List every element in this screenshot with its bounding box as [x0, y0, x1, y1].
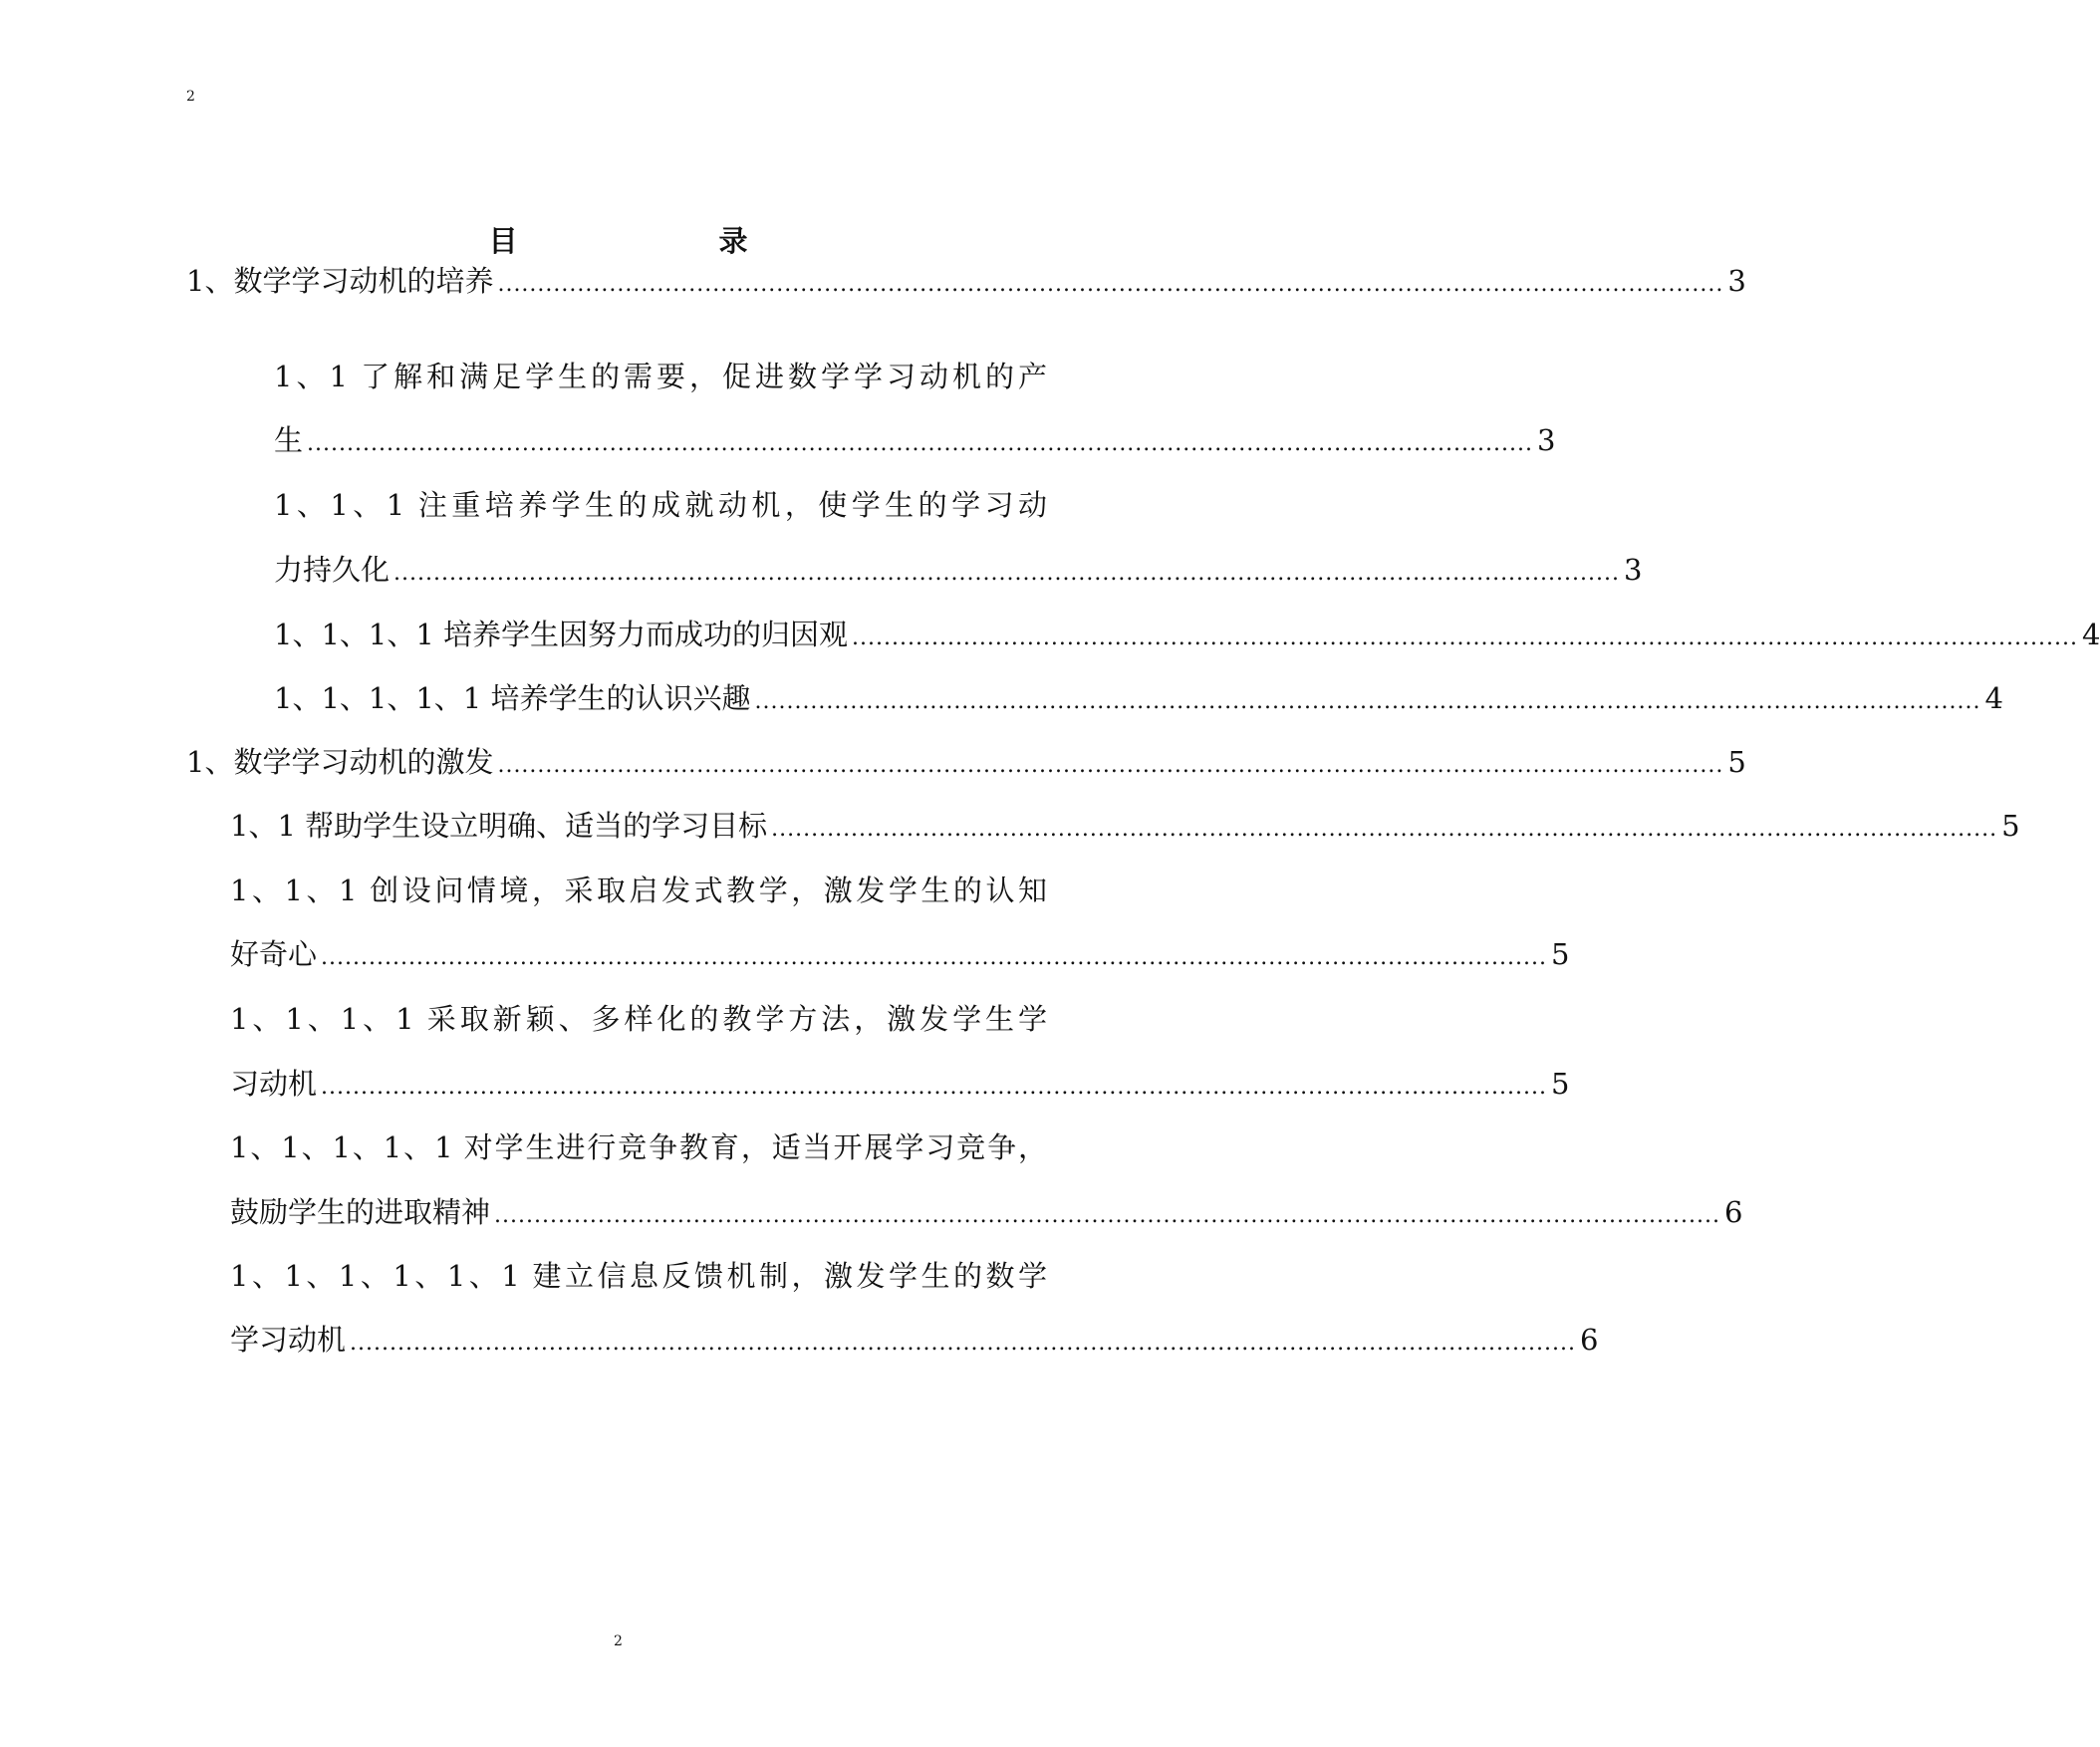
toc-entry[interactable]	[186, 742, 1746, 782]
toc-leader: ..........................................................................................................................................................	[494, 1203, 1720, 1228]
header-page-number: 2	[186, 89, 195, 105]
toc-entry-text: 学习动机	[230, 1323, 347, 1357]
toc-entry-text: 1、1 帮助学生设立明确、适当的学习目标	[230, 809, 768, 843]
toc-entry[interactable]	[274, 678, 2003, 718]
toc-title: 目 录	[488, 224, 796, 258]
toc-entry[interactable]	[186, 261, 1746, 301]
toc-entry[interactable]	[274, 485, 1047, 525]
toc-entry[interactable]	[230, 1192, 1743, 1232]
toc-entry-page: 5	[2001, 809, 2020, 843]
toc-entry-page: 3	[1536, 423, 1556, 457]
toc-entry-text: 鼓励学生的进取精神	[230, 1195, 491, 1229]
toc-leader: ..........................................................................................................................................................	[350, 1331, 1576, 1356]
toc-entry-text: 好奇心	[230, 937, 318, 971]
toc-entry[interactable]	[230, 806, 2020, 846]
toc-entry[interactable]	[230, 1256, 1047, 1296]
toc-entry[interactable]	[230, 934, 1570, 974]
toc-entry[interactable]	[274, 357, 1047, 396]
toc-entry-page: 4	[2081, 618, 2100, 651]
toc-entry-text: 1、数学学习动机的培养	[186, 264, 494, 298]
toc-entry-text: 1、1 了解和满足学生的需要，促进数学学习动机的产	[274, 360, 1047, 393]
toc-leader: ..........................................................................................................................................................	[394, 561, 1620, 586]
toc-entry-text: 习动机	[230, 1067, 318, 1101]
toc-entry-text: 1、1、1 注重培养学生的成就动机，使学生的学习动	[274, 488, 1047, 522]
toc-entry-page: 5	[1550, 1067, 1570, 1101]
toc-leader: ..........................................................................................................................................................	[307, 431, 1533, 456]
toc-entry-page: 3	[1623, 553, 1643, 587]
toc-entry[interactable]	[230, 999, 1047, 1039]
toc-entry[interactable]	[230, 1320, 1599, 1360]
toc-leader: ..........................................................................................................................................................	[852, 625, 2078, 650]
toc-entry-text: 1、1、1、1 培养学生因努力而成功的归因观	[274, 618, 849, 651]
toc-entry[interactable]	[230, 871, 1047, 910]
footer-page-number: 2	[614, 1633, 623, 1649]
toc-entry-page: 5	[1727, 745, 1746, 779]
toc-entry[interactable]	[274, 615, 2100, 654]
toc-leader: ..........................................................................................................................................................	[771, 817, 1998, 842]
toc-entry-page: 5	[1550, 937, 1570, 971]
toc-entry-page: 6	[1723, 1195, 1743, 1229]
toc-leader: ..........................................................................................................................................................	[321, 1075, 1547, 1100]
toc-entry[interactable]	[230, 1064, 1570, 1104]
toc-entry[interactable]	[274, 420, 1556, 460]
toc-entry-text: 1、1、1、1 采取新颖、多样化的教学方法，激发学生学	[230, 1002, 1047, 1036]
toc-entry-page: 4	[1984, 681, 2003, 715]
toc-entry-text: 生	[274, 423, 304, 457]
toc-entry-text: 1、1、1、1、1、1 建立信息反馈机制，激发学生的数学	[230, 1259, 1047, 1293]
toc-entry-text: 1、1、1、1、1 对学生进行竞争教育，适当开展学习竞争，	[230, 1130, 1047, 1164]
toc-entry-text: 1、数学学习动机的激发	[186, 745, 494, 779]
toc-leader: ..........................................................................................................................................................	[754, 689, 1981, 714]
toc-entry[interactable]	[274, 550, 1643, 590]
toc-leader: ..........................................................................................................................................................	[497, 753, 1724, 778]
toc-entry-text: 力持久化	[274, 553, 391, 587]
toc-entry[interactable]	[230, 1127, 1047, 1167]
toc-entry-page: 3	[1727, 264, 1746, 298]
toc-leader: ..........................................................................................................................................................	[321, 945, 1547, 970]
toc-leader: ..........................................................................................................................................................	[497, 272, 1724, 297]
toc-entry-page: 6	[1579, 1323, 1599, 1357]
toc-entry-text: 1、1、1 创设问情境，采取启发式教学，激发学生的认知	[230, 874, 1047, 907]
toc-entry-text: 1、1、1、1、1 培养学生的认识兴趣	[274, 681, 751, 715]
